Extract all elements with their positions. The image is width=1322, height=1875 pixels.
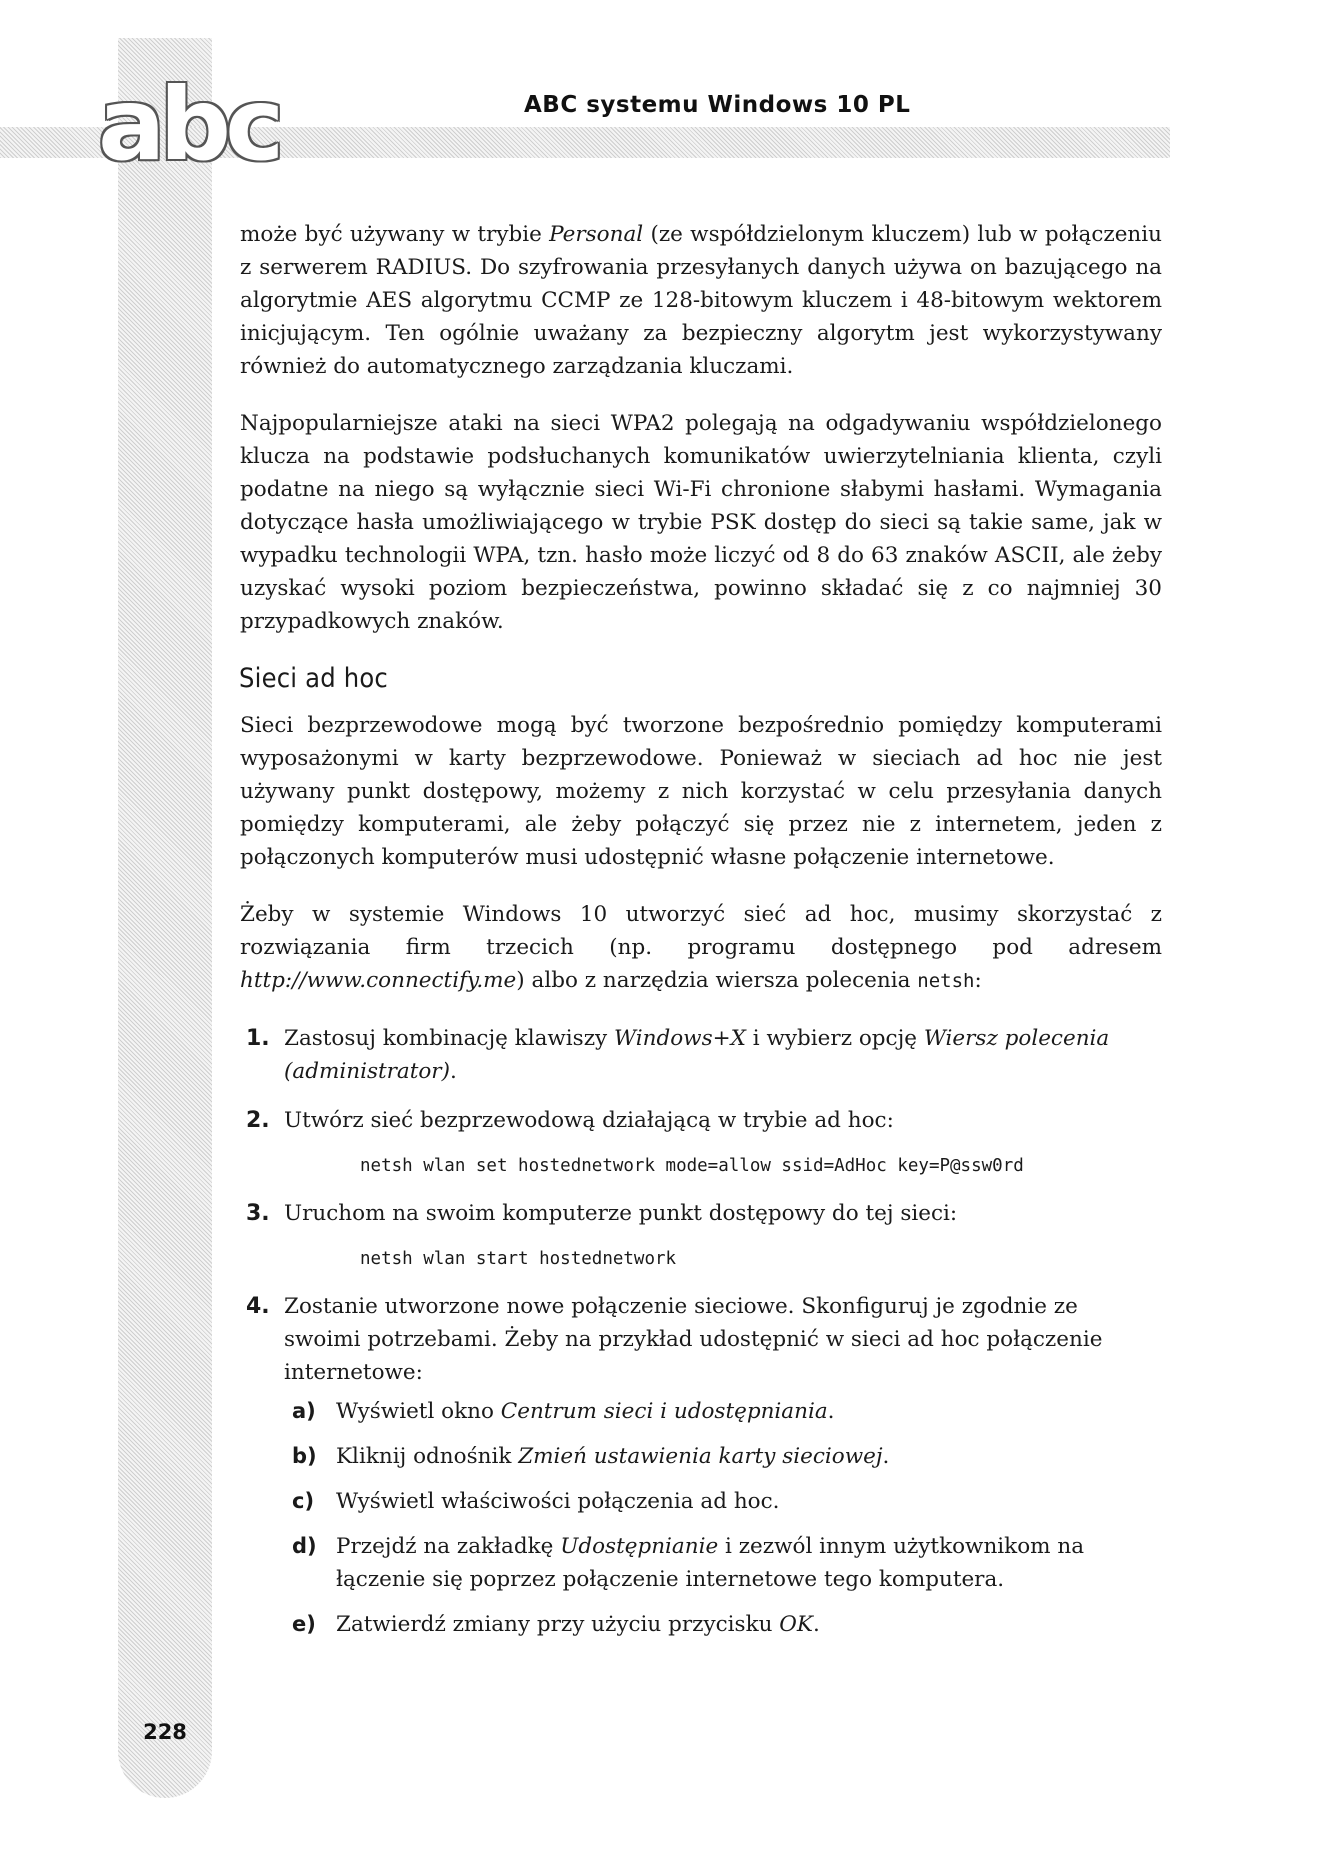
- side-decoration-strip: [118, 38, 212, 1798]
- step-1: [240, 1022, 1124, 1088]
- text-run: ) albo z narzędzia wiersza polecenia: [516, 968, 918, 993]
- code-block: netsh wlan set hostednetwork mode=allow ssid=AdHoc key=P@ssw0rd: [360, 1156, 1024, 1176]
- paragraph-4: [240, 898, 1162, 998]
- italic-term: Personal: [549, 222, 644, 247]
- substep-b: [284, 1440, 1136, 1473]
- substeps-list: [284, 1395, 1124, 1641]
- italic-term: Zmień ustawienia karty sieciowej: [518, 1444, 883, 1469]
- step-number: 4.: [246, 1294, 270, 1319]
- text-run: Wyświetl właściwości połączenia ad hoc.: [336, 1489, 780, 1514]
- paragraph-1: [240, 218, 1162, 383]
- step-3: [240, 1197, 1124, 1274]
- substep-letter: d): [292, 1534, 317, 1558]
- text-run: .: [882, 1444, 890, 1469]
- step-number: 2.: [246, 1108, 270, 1133]
- text-run: może być używany w trybie: [240, 222, 550, 247]
- text-run: Kliknij odnośnik: [336, 1444, 519, 1469]
- text-run: :: [974, 968, 982, 993]
- text-run: Przejdź na zakładkę: [336, 1534, 561, 1559]
- paragraph-3: Sieci bezprzewodowe mogą być tworzone bezpośrednio pomiędzy komputerami wyposażonymi w karty bezprzewodowe. Ponieważ w sieciach ad hoc nie jest używany punkt dostępowy, możemy z nich korzystać w celu przesyłania danych pomiędzy komputerami, ale żeby połączyć się przez nie z internetem, jeden z połączonych komputerów musi udostępnić własne połączenie internetowe.: [240, 713, 1162, 870]
- italic-term: Udostępnianie: [560, 1534, 719, 1559]
- substep-e: [284, 1608, 1136, 1641]
- italic-term: Centrum sieci i udostępniania: [500, 1399, 828, 1424]
- substep-c: [284, 1485, 1136, 1518]
- text-run: Zastosuj kombinację klawiszy: [284, 1026, 615, 1051]
- abc-logo: abc: [98, 66, 279, 183]
- substep-letter: e): [292, 1612, 316, 1636]
- text-run: (ze współdzielonym kluczem) lub w połączeniu z serwerem RADIUS. Do szyfrowania przesyłanych danych używa on bazującego na algorytmie AES algorytmu CCMP ze 128-bitowym kluczem i 48-bitowym wektorem inicjującym. Ten ogólnie uważany za bezpieczny algorytm jest wykorzystywany również do automatycznego zarządzania kluczami.: [240, 222, 1162, 379]
- substep-d: [284, 1530, 1136, 1596]
- text-run: Zatwierdź zmiany przy użyciu przycisku: [336, 1612, 780, 1637]
- substep-letter: b): [292, 1444, 317, 1468]
- substep-letter: a): [292, 1399, 316, 1423]
- code-block: netsh wlan start hostednetwork: [360, 1249, 677, 1269]
- connectify-link[interactable]: http://www.connectify.me: [240, 968, 517, 993]
- text-run: Wyświetl okno: [336, 1399, 501, 1424]
- page-content: [240, 218, 1162, 1657]
- running-title: ABC systemu Windows 10 PL: [524, 92, 911, 118]
- step-4: [240, 1290, 1124, 1641]
- inline-code: netsh: [917, 970, 975, 992]
- text-run: .: [449, 1059, 457, 1084]
- substep-a: [284, 1395, 1136, 1428]
- text-run: .: [827, 1399, 835, 1424]
- steps-list: [240, 1022, 1162, 1641]
- page-number: 228: [143, 1720, 187, 1744]
- step-number: 1.: [246, 1026, 270, 1051]
- italic-term: OK: [779, 1612, 813, 1637]
- substep-letter: c): [292, 1489, 315, 1513]
- step-text: Zostanie utworzone nowe połączenie sieciowe. Skonfiguruj je zgodnie ze swoimi potrzebami. Żeby na przykład udostępnić w sieci ad hoc połączenie internetowe:: [284, 1294, 1103, 1385]
- step-text: Utwórz sieć bezprzewodową działającą w trybie ad hoc:: [284, 1108, 894, 1133]
- italic-term: Wiersz polecenia (administrator): [284, 1026, 1110, 1084]
- text-run: .: [812, 1612, 820, 1637]
- italic-term: Windows+X: [614, 1026, 746, 1051]
- section-heading: Sieci ad hoc: [239, 663, 388, 694]
- step-number: 3.: [246, 1201, 270, 1226]
- step-2: [240, 1104, 1124, 1181]
- text-run: i wybierz opcję: [745, 1026, 924, 1051]
- paragraph-2: Najpopularniejsze ataki na sieci WPA2 polegają na odgadywaniu współdzielonego klucza na podstawie podsłuchanych komunikatów uwierzytelniania klienta, czyli podatne na niego są wyłącznie sieci Wi-Fi chronione słabymi hasłami. Wymagania dotyczące hasła umożliwiającego w trybie PSK dostęp do sieci są takie same, jak w wypadku technologii WPA, tzn. hasło może liczyć od 8 do 63 znaków ASCII, ale żeby uzyskać wysoki poziom bezpieczeństwa, powinno składać się z co najmniej 30 przypadkowych znaków.: [240, 411, 1162, 634]
- text-run: Żeby w systemie Windows 10 utworzyć sieć ad hoc, musimy skorzystać z rozwiązania firm trzecich (np. programu dostępnego pod adresem: [240, 902, 1162, 960]
- text-run: i zezwól innym użytkownikom na łączenie się poprzez połączenie internetowe tego komputera.: [336, 1534, 1085, 1592]
- step-text: Uruchom na swoim komputerze punkt dostępowy do tej sieci:: [284, 1201, 958, 1226]
